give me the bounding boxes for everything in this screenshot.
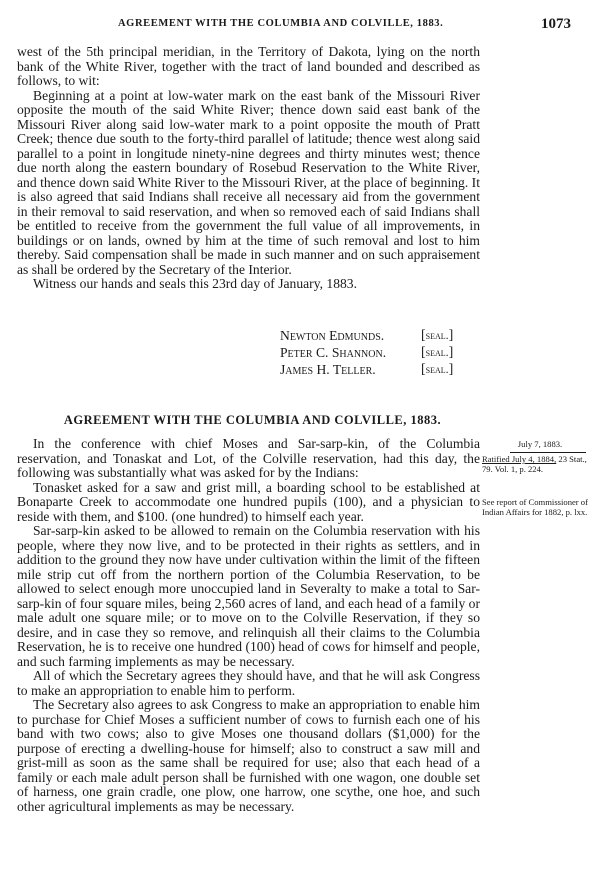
signatory-name: Peter C. Shannon.	[280, 345, 387, 360]
signature-row	[280, 344, 480, 361]
running-title: AGREEMENT WITH THE COLUMBIA AND COLVILLE, 1883.	[118, 18, 444, 29]
preceding-agreement-text	[17, 45, 480, 292]
seal-mark: [seal.]	[421, 345, 454, 360]
seal-mark: [seal.]	[421, 362, 454, 377]
witness-paragraph: Witness our hands and seals this 23rd day of January, 1883.	[33, 276, 358, 291]
signatory-name: James H. Teller.	[280, 362, 376, 377]
statute-citation: 23 Stat., 79. Vol. 1, p. 224.	[482, 454, 587, 474]
seal-mark: [seal.]	[421, 328, 454, 343]
signatory-name: Newton Edmunds.	[280, 328, 385, 343]
margin-note-ratification	[482, 455, 597, 474]
paragraph: Sar-sarp-kin asked to be allowed to remain on the Columbia reservation with his people, where they now live, and to be protected in their rights as settlers, and in addition to the ground they now have under cultivation within the limit of the fifteen mile strip cut off from the northern portion of the Columbia Reservation, to be allowed to select enough more unoccupied land in Severalty to make a total to Sar-sarp-kin of four square miles, being 2,560 acres of land, and each head of a family or male adult one square mile; or to move on to the Colville Reservation, if they so desire, and in case they so remove, and relinquish all their claims to the Columbia Reservation, he is to receive one hundred (100) head of cows for himself and people, and such farming implements as may be necessary.	[17, 523, 480, 669]
signature-row	[280, 327, 480, 344]
paragraph: Tonasket asked for a saw and grist mill, a boarding school to be established at Bonaparte Creek to accommodate one hundred pupils (100), and a physician to reside with them, and $100. (one hundred) to himself each year.	[17, 479, 480, 524]
page-number: 1073	[541, 16, 571, 32]
paragraph: All of which the Secretary agrees they should have, and that he will ask Congress to make an appropriation to enable him to perform.	[17, 668, 480, 698]
paragraph: Beginning at a point at low-water mark on the east bank of the Missouri River opposite the mouth of the said White River; thence down said east bank of the Missouri River along said low-water mark to a point opposite the mouth of Pratt Creek; thence due south to the forty-third parallel of latitude; thence west along said parallel to a point in longitude ninety-nine degrees and thirty minutes west; thence due north along the eastern boundary of Rosebud Reservation to the White River, and thence down said White River to the Missouri River, at the place of beginning. It is also agreed that said Indians shall receive all necessary aid from the government in their removal to said reservation, and when so removed each of said Indians shall be entitled to receive from the government the full value of all improvements, in buildings or on lands, owned by him at the time of such removal and lost to him thereby. Said compensation shall be made in such manner and on such appraisement as shall be ordered by the Secretary of the Interior.	[17, 87, 480, 277]
margin-rule	[510, 452, 586, 453]
margin-note-report: See report of Commissioner of Indian Affairs for 1882, p. lxx.	[482, 497, 588, 517]
margin-note-date: July 7, 1883.	[482, 440, 598, 453]
ratified-date: Ratified July 4, 1884,	[482, 454, 557, 464]
paragraph: west of the 5th principal meridian, in the Territory of Dakota, lying on the north bank of the White River, together with the tract of land bounded and described as follows, to wit:	[17, 44, 480, 88]
running-header	[0, 16, 600, 36]
signature-block	[280, 327, 480, 378]
paragraph: The Secretary also agrees to ask Congress to make an appropriation to enable him to purchase for Chief Moses a sufficient number of cows to furnish each one of his band with two cows; also to give Moses one thousand dollars ($1,000) for the purpose of erecting a dwelling-house for himself; also to construct a saw mill and grist-mill as soon as the same shall be required for use; also that each head of a family or each male adult person shall be furnished with one wagon, one double set of harness, one grain cradle, one plow, one harrow, one scythe, one hoe, and such other agricultural implements as may be necessary.	[17, 697, 480, 814]
paragraph: In the conference with chief Moses and Sar-sarp-kin, of the Columbia reservation, and Tonaskat and Lot, of the Colville reservation, had this day, the following was substantially what was asked for by the Indians:	[17, 436, 480, 480]
signature-row	[280, 361, 480, 378]
section-title: AGREEMENT WITH THE COLUMBIA AND COLVILLE, 1883.	[63, 413, 442, 427]
agreement-body	[17, 437, 480, 814]
